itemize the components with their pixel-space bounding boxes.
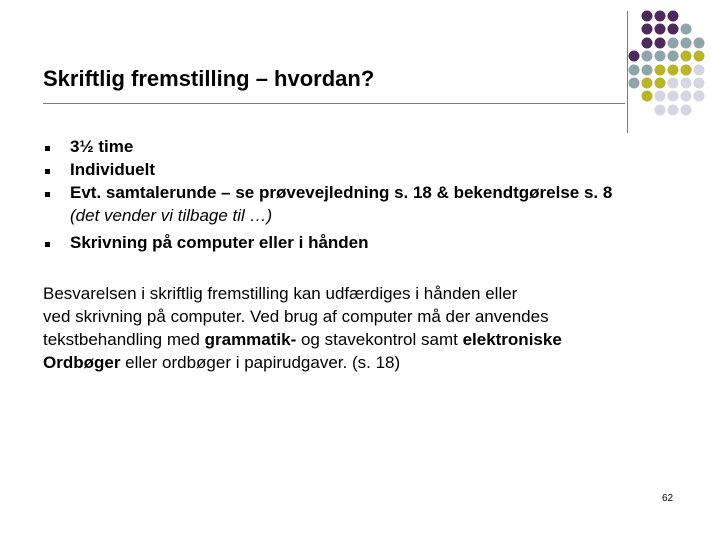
body-paragraph — [43, 282, 683, 374]
dot — [655, 11, 666, 22]
dot — [668, 24, 679, 35]
dot — [681, 78, 692, 89]
bullet-text: Individuelt — [70, 160, 155, 179]
paragraph-line — [43, 328, 683, 351]
dot — [629, 51, 640, 62]
text-run: eller ordbøger i papirudgaver. (s. 18) — [120, 353, 401, 372]
dot — [629, 78, 640, 89]
dot — [655, 91, 666, 102]
dot — [694, 51, 705, 62]
dot — [681, 51, 692, 62]
square-bullet-icon — [45, 146, 50, 151]
square-bullet-icon — [45, 169, 50, 174]
dot — [642, 91, 653, 102]
paragraph-line: ved skrivning på computer. Ved brug af computer må der anvendes — [43, 307, 549, 326]
dot — [668, 91, 679, 102]
list-item — [0, 183, 680, 229]
list-item — [0, 233, 680, 273]
dot — [655, 38, 666, 49]
dot — [668, 105, 679, 116]
bold-text: grammatik- — [204, 330, 297, 349]
slide-title: Skriftlig fremstilling – hvordan? — [43, 66, 375, 91]
dot — [681, 91, 692, 102]
paragraph-line: Besvarelsen i skriftlig fremstilling kan udfærdiges i hånden eller — [43, 284, 518, 303]
dot — [655, 65, 666, 76]
dot — [668, 65, 679, 76]
dot — [668, 11, 679, 22]
dot — [694, 65, 705, 76]
paragraph-line — [43, 351, 683, 374]
dot — [629, 65, 640, 76]
dot — [694, 38, 705, 49]
dot — [642, 51, 653, 62]
bullet-text: 3½ time — [70, 137, 134, 156]
dot — [655, 24, 666, 35]
square-bullet-icon — [45, 242, 50, 247]
page-number: 62 — [662, 493, 674, 504]
bullet-text: Skrivning på computer eller i hånden — [70, 233, 369, 252]
dot — [655, 51, 666, 62]
dot — [668, 51, 679, 62]
dot — [668, 38, 679, 49]
dot — [681, 105, 692, 116]
vertical-rule — [627, 11, 628, 133]
dot — [681, 65, 692, 76]
title-divider — [43, 103, 625, 104]
dot — [694, 91, 705, 102]
square-bullet-icon — [45, 192, 50, 197]
bullet-text: Evt. samtalerunde – se prøvevejledning s. 18 & bekendtgørelse s. 8 — [70, 183, 613, 202]
bold-text: Ordbøger — [43, 353, 121, 372]
dot — [642, 78, 653, 89]
dot — [642, 11, 653, 22]
dot — [694, 78, 705, 89]
dot — [642, 65, 653, 76]
text-run: tekstbehandling med — [43, 330, 205, 349]
bold-text: elektroniske — [462, 330, 562, 349]
dot — [655, 78, 666, 89]
text-run: og stavekontrol samt — [296, 330, 463, 349]
dot — [642, 38, 653, 49]
dot — [668, 78, 679, 89]
dot — [681, 38, 692, 49]
bullet-subtext: (det vender vi tilbage til …) — [70, 206, 273, 225]
dot — [681, 24, 692, 35]
dot — [655, 105, 666, 116]
dot — [642, 24, 653, 35]
